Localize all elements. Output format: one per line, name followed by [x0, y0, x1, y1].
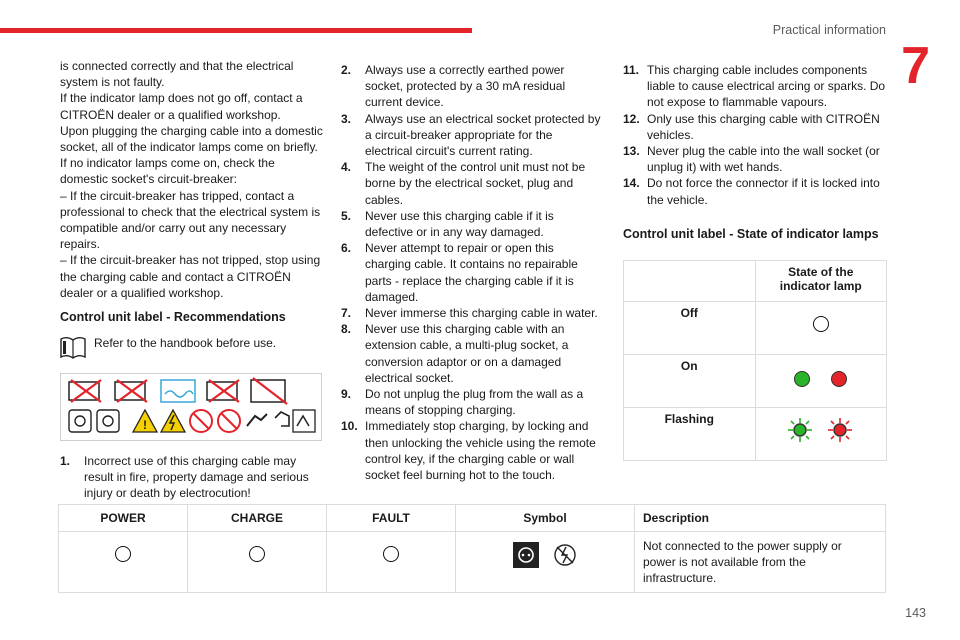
item-text: Immediately stop charging, by locking and then unlocking the vehicle using the remote control key, if the charging cable or wall socket feel burning hot to the touch. — [365, 419, 596, 483]
item-text: The weight of the control unit must not be borne by the electrical socket, plug and cables. — [365, 160, 586, 207]
item-text: Never use this charging cable with an extension cable, a multi-plug socket, a conversion adaptor or on a damaged electrical socket. — [365, 322, 569, 385]
list-item — [341, 418, 603, 483]
handbook-icon — [60, 335, 86, 361]
item-text: Never plug the cable into the wall socket (or unplug it) with wet hands. — [647, 144, 880, 175]
lamp-flashing-cell — [755, 408, 887, 461]
chapter-number: 7 — [901, 37, 930, 95]
item-number: 8. — [341, 322, 352, 337]
item-number: 10. — [341, 419, 358, 434]
item-text: Never attempt to repair or open this charging cable. It contains no repairable parts - replace the charging cable if it is damaged. — [365, 241, 578, 304]
note-text: Refer to the handbook before use. — [94, 336, 277, 351]
paragraph: is connected correctly and that the electrical system is not faulty. — [60, 59, 294, 90]
page-number: 143 — [905, 606, 926, 620]
list-item — [623, 143, 887, 175]
item-number: 2. — [341, 63, 352, 77]
status-symbol-table — [58, 504, 886, 593]
list-item — [341, 159, 603, 208]
item-text: Never use this charging cable if it is defective or in any way damaged. — [365, 208, 554, 240]
paragraph: If no indicator lamps come on, check the domestic socket's circuit-breaker: — [60, 156, 275, 187]
item-text: Always use an electrical socket protected by a circuit-breaker appropriate for the electrical circuit's current rating. — [365, 111, 601, 159]
table-row — [624, 408, 887, 461]
list-item — [623, 62, 887, 111]
paragraph: Upon plugging the charging cable into a domestic socket, all of the indicator lamps come on briefly. — [60, 123, 323, 155]
column-header: Symbol — [456, 505, 635, 532]
row-label: Flashing — [624, 408, 756, 461]
item-text: Incorrect use of this charging cable may result in fire, property damage and serious injury or death by electrocution! — [84, 454, 309, 501]
item-number: 5. — [341, 208, 352, 223]
item-text: Only use this charging cable with CITROËN vehicles. — [647, 111, 880, 142]
paragraph: If the indicator lamp does not go off, contact a CITROËN dealer or a qualified workshop. — [60, 91, 303, 122]
item-number: 9. — [341, 387, 352, 402]
list-item — [341, 208, 603, 240]
item-number: 4. — [341, 160, 352, 175]
item-text: Never immerse this charging cable in water. — [365, 306, 598, 321]
warning-label-icon — [60, 373, 322, 441]
lamp-off-cell — [755, 302, 887, 355]
fault-lamp-cell — [327, 532, 456, 593]
row-label: Off — [624, 302, 756, 355]
table-row — [624, 355, 887, 408]
list-item — [341, 321, 603, 386]
recommendation-list — [60, 453, 326, 502]
lamp-state-table — [623, 260, 887, 461]
power-lamp-cell — [59, 532, 188, 593]
list-item — [60, 453, 326, 502]
list-item — [341, 240, 603, 305]
item-number: 14. — [623, 176, 640, 191]
charge-lamp-icon — [249, 546, 265, 562]
column-header: Description — [635, 505, 886, 532]
item-number: 6. — [341, 241, 352, 256]
list-item — [341, 111, 603, 160]
item-number: 13. — [623, 144, 640, 159]
plug-icon — [505, 540, 585, 570]
red-lamp-icon — [831, 371, 847, 387]
column-header: CHARGE — [188, 505, 327, 532]
charge-lamp-cell — [188, 532, 327, 593]
table-row — [59, 532, 886, 593]
paragraph: – If the circuit-breaker has not tripped, stop using the charging cable and contact a CITROËN dealer or a qualified workshop. — [60, 253, 321, 300]
flashing-lamps-icon — [776, 412, 866, 448]
item-number: 11. — [623, 63, 640, 77]
column-header: POWER — [59, 505, 188, 532]
table-cell — [624, 261, 756, 302]
list-item — [623, 111, 887, 143]
column-2 — [341, 62, 603, 483]
column-header: FAULT — [327, 505, 456, 532]
list-item — [341, 305, 603, 321]
item-text: This charging cable includes components liable to cause electrical arcing or sparks. Do not expose to flammable vapours. — [647, 63, 886, 110]
header-accent-bar — [0, 28, 472, 33]
section-title: Practical information — [772, 23, 886, 37]
item-text: Do not force the connector if it is locked into the vehicle. — [647, 176, 880, 207]
paragraph: – If the circuit-breaker has tripped, contact a professional to check that the electrical system is compatible and/or carry out any necessary repairs. — [60, 188, 321, 252]
svg-text:!: ! — [143, 418, 147, 433]
column-3 — [623, 62, 887, 242]
column-1 — [60, 58, 326, 502]
table-header: State of the indicator lamp — [755, 261, 887, 302]
lamp-on-cell — [755, 355, 887, 408]
lamp-off-icon — [813, 316, 829, 332]
table-row — [624, 302, 887, 355]
item-number: 3. — [341, 111, 352, 126]
item-number: 7. — [341, 306, 352, 321]
item-number: 12. — [623, 111, 640, 126]
item-number: 1. — [60, 454, 71, 469]
heading-recommendations: Control unit label - Recommendations — [60, 310, 286, 325]
power-lamp-icon — [115, 546, 131, 562]
handbook-note — [60, 335, 326, 361]
row-description: Not connected to the power supply or power is not available from the infrastructure. — [635, 532, 886, 593]
fault-lamp-icon — [383, 546, 399, 562]
recommendation-list — [623, 62, 887, 208]
list-item — [623, 175, 887, 207]
list-item — [341, 62, 603, 111]
green-lamp-icon — [794, 371, 810, 387]
item-text: Always use a correctly earthed power socket, protected by a 30 mA residual current device. — [365, 63, 566, 110]
heading-indicator-lamps: Control unit label - State of indicator lamps — [623, 226, 879, 241]
table-header-row — [59, 505, 886, 532]
list-item — [341, 386, 603, 418]
symbol-cell — [456, 532, 635, 593]
row-label: On — [624, 355, 756, 408]
table-header-row — [624, 261, 887, 302]
item-text: Do not unplug the plug from the wall as a means of stopping charging. — [365, 387, 584, 418]
